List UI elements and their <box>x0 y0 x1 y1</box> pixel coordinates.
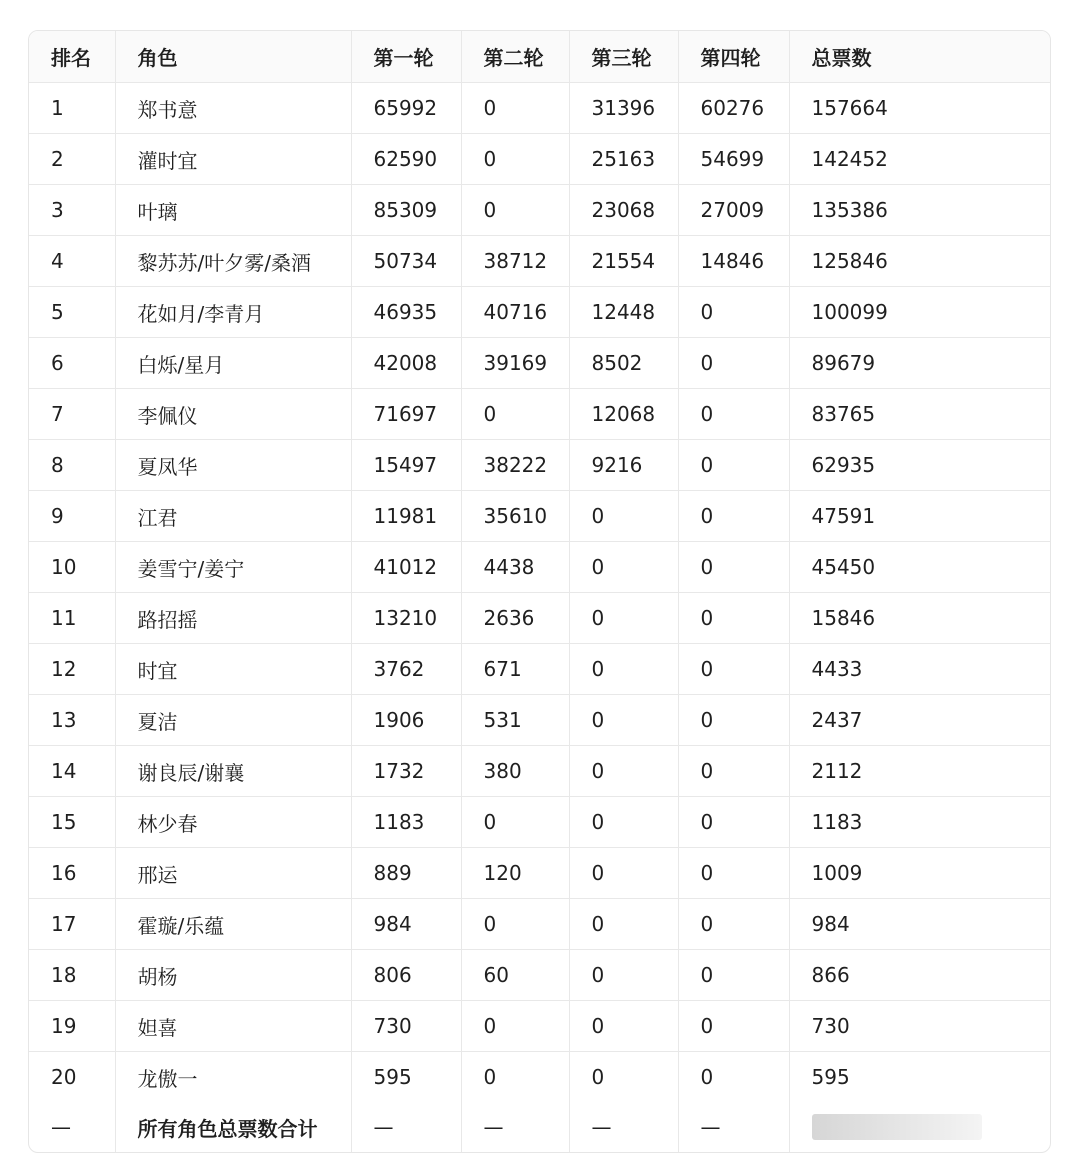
cell-name: 姜雪宁/姜宁 <box>115 542 351 593</box>
header-round-1: 第一轮 <box>351 31 461 83</box>
header-round-4: 第四轮 <box>678 31 789 83</box>
cell-name: 花如月/李青月 <box>115 287 351 338</box>
cell-name: 邢运 <box>115 848 351 899</box>
table-row <box>29 542 1050 593</box>
cell-round-3: 0 <box>569 950 678 1001</box>
cell-round-3: 0 <box>569 746 678 797</box>
table-row <box>29 695 1050 746</box>
header-rank: 排名 <box>29 31 115 83</box>
summary-label: 所有角色总票数合计 <box>115 1102 351 1152</box>
cell-round-3: 25163 <box>569 134 678 185</box>
cell-round-2: 39169 <box>461 338 569 389</box>
cell-round-4: 0 <box>678 1001 789 1052</box>
summary-round-3: — <box>569 1102 678 1152</box>
cell-round-3: 8502 <box>569 338 678 389</box>
cell-name: 白烁/星月 <box>115 338 351 389</box>
header-total: 总票数 <box>789 31 1050 83</box>
cell-round-2: 0 <box>461 1052 569 1103</box>
cell-round-1: 65992 <box>351 83 461 134</box>
cell-round-2: 0 <box>461 899 569 950</box>
cell-round-1: 85309 <box>351 185 461 236</box>
cell-name: 龙傲一 <box>115 1052 351 1103</box>
cell-round-2: 380 <box>461 746 569 797</box>
table-row <box>29 185 1050 236</box>
summary-round-4: — <box>678 1102 789 1152</box>
table-row <box>29 236 1050 287</box>
cell-rank: 1 <box>29 83 115 134</box>
cell-round-4: 0 <box>678 593 789 644</box>
cell-name: 胡杨 <box>115 950 351 1001</box>
cell-total: 2112 <box>789 746 1050 797</box>
summary-total-cell <box>789 1102 1050 1152</box>
cell-total: 100099 <box>789 287 1050 338</box>
cell-round-2: 0 <box>461 185 569 236</box>
cell-rank: 12 <box>29 644 115 695</box>
table-row <box>29 644 1050 695</box>
cell-round-1: 984 <box>351 899 461 950</box>
summary-round-1: — <box>351 1102 461 1152</box>
cell-rank: 9 <box>29 491 115 542</box>
vote-table <box>29 31 1050 1152</box>
cell-round-1: 3762 <box>351 644 461 695</box>
cell-round-3: 23068 <box>569 185 678 236</box>
cell-round-3: 9216 <box>569 440 678 491</box>
table-row <box>29 287 1050 338</box>
table-row <box>29 593 1050 644</box>
cell-round-3: 0 <box>569 491 678 542</box>
cell-round-4: 0 <box>678 287 789 338</box>
cell-round-2: 38712 <box>461 236 569 287</box>
cell-round-4: 0 <box>678 746 789 797</box>
cell-name: 夏洁 <box>115 695 351 746</box>
cell-rank: 11 <box>29 593 115 644</box>
table-row <box>29 950 1050 1001</box>
cell-round-4: 0 <box>678 1052 789 1103</box>
cell-round-3: 0 <box>569 593 678 644</box>
cell-round-1: 1183 <box>351 797 461 848</box>
cell-round-4: 0 <box>678 695 789 746</box>
cell-name: 灌时宜 <box>115 134 351 185</box>
cell-total: 1183 <box>789 797 1050 848</box>
cell-round-1: 62590 <box>351 134 461 185</box>
cell-rank: 20 <box>29 1052 115 1103</box>
cell-total: 89679 <box>789 338 1050 389</box>
cell-round-3: 0 <box>569 644 678 695</box>
cell-rank: 8 <box>29 440 115 491</box>
cell-rank: 5 <box>29 287 115 338</box>
cell-total: 595 <box>811 1065 850 1089</box>
cell-total: 730 <box>789 1001 1050 1052</box>
cell-round-3: 21554 <box>569 236 678 287</box>
cell-round-3: 0 <box>569 899 678 950</box>
cell-round-1: 41012 <box>351 542 461 593</box>
cell-round-4: 0 <box>678 338 789 389</box>
cell-round-4: 0 <box>678 644 789 695</box>
cell-round-3: 0 <box>569 695 678 746</box>
cell-rank: 19 <box>29 1001 115 1052</box>
cell-round-2: 0 <box>461 1001 569 1052</box>
cell-total: 2437 <box>789 695 1050 746</box>
cell-rank: 17 <box>29 899 115 950</box>
cell-name: 江君 <box>115 491 351 542</box>
header-row <box>29 31 1050 83</box>
summary-row <box>29 1102 1050 1152</box>
cell-round-4: 0 <box>678 899 789 950</box>
table-row <box>29 440 1050 491</box>
cell-rank: 13 <box>29 695 115 746</box>
cell-rank: 18 <box>29 950 115 1001</box>
cell-total: 45450 <box>789 542 1050 593</box>
cell-round-3: 12448 <box>569 287 678 338</box>
cell-name: 黎苏苏/叶夕雾/桑酒 <box>115 236 351 287</box>
cell-total: 83765 <box>789 389 1050 440</box>
cell-round-4: 0 <box>678 491 789 542</box>
table-body <box>29 83 1050 1103</box>
cell-round-3: 0 <box>569 1052 678 1103</box>
cell-rank: 4 <box>29 236 115 287</box>
cell-rank: 16 <box>29 848 115 899</box>
cell-round-2: 531 <box>461 695 569 746</box>
header-round-3: 第三轮 <box>569 31 678 83</box>
cell-round-1: 889 <box>351 848 461 899</box>
cell-round-2: 38222 <box>461 440 569 491</box>
cell-total: 984 <box>789 899 1050 950</box>
cell-round-2: 120 <box>461 848 569 899</box>
cell-name: 时宜 <box>115 644 351 695</box>
table-row <box>29 1052 1050 1103</box>
cell-rank: 7 <box>29 389 115 440</box>
table-row <box>29 746 1050 797</box>
cell-rank: 15 <box>29 797 115 848</box>
cell-name: 谢良辰/谢襄 <box>115 746 351 797</box>
cell-round-3: 0 <box>569 542 678 593</box>
cell-total: 4433 <box>789 644 1050 695</box>
table-row <box>29 1001 1050 1052</box>
cell-round-4: 0 <box>678 950 789 1001</box>
cell-round-4: 0 <box>678 542 789 593</box>
vote-table-card <box>28 30 1051 1153</box>
cell-name: 路招摇 <box>115 593 351 644</box>
cell-round-2: 35610 <box>461 491 569 542</box>
cell-round-2: 0 <box>461 134 569 185</box>
cell-round-4: 54699 <box>678 134 789 185</box>
cell-round-4: 60276 <box>678 83 789 134</box>
cell-round-2: 40716 <box>461 287 569 338</box>
table-row <box>29 83 1050 134</box>
cell-round-2: 0 <box>461 83 569 134</box>
cell-round-1: 15497 <box>351 440 461 491</box>
cell-round-2: 671 <box>461 644 569 695</box>
cell-name: 妲喜 <box>115 1001 351 1052</box>
cell-total: 15846 <box>789 593 1050 644</box>
cell-round-3: 0 <box>569 848 678 899</box>
table-row <box>29 134 1050 185</box>
cell-round-1: 11981 <box>351 491 461 542</box>
cell-total: 62935 <box>789 440 1050 491</box>
cell-total: 866 <box>789 950 1050 1001</box>
cell-round-1: 1732 <box>351 746 461 797</box>
cell-round-3: 0 <box>569 797 678 848</box>
table-row <box>29 389 1050 440</box>
cell-rank: 10 <box>29 542 115 593</box>
cell-total: 142452 <box>789 134 1050 185</box>
cell-round-1: 806 <box>351 950 461 1001</box>
cell-round-4: 14846 <box>678 236 789 287</box>
obscured-total-value <box>812 1114 982 1140</box>
summary-round-2: — <box>461 1102 569 1152</box>
cell-round-1: 50734 <box>351 236 461 287</box>
cell-rank: 14 <box>29 746 115 797</box>
cell-round-4: 0 <box>678 389 789 440</box>
cell-total: 135386 <box>789 185 1050 236</box>
cell-round-1: 1906 <box>351 695 461 746</box>
cell-round-3: 31396 <box>569 83 678 134</box>
cell-round-2: 4438 <box>461 542 569 593</box>
cell-round-1: 71697 <box>351 389 461 440</box>
cell-round-2: 60 <box>461 950 569 1001</box>
cell-round-1: 13210 <box>351 593 461 644</box>
cell-name: 郑书意 <box>115 83 351 134</box>
header-round-2: 第二轮 <box>461 31 569 83</box>
cell-round-4: 0 <box>678 797 789 848</box>
cell-round-2: 2636 <box>461 593 569 644</box>
table-row <box>29 899 1050 950</box>
cell-round-1: 730 <box>351 1001 461 1052</box>
cell-total: 47591 <box>789 491 1050 542</box>
cell-name: 夏凤华 <box>115 440 351 491</box>
cell-total: 125846 <box>789 236 1050 287</box>
cell-round-1: 42008 <box>351 338 461 389</box>
table-row <box>29 848 1050 899</box>
cell-round-1: 595 <box>351 1052 461 1103</box>
table-row <box>29 338 1050 389</box>
cell-rank: 6 <box>29 338 115 389</box>
cell-rank: 2 <box>29 134 115 185</box>
cell-round-4: 0 <box>678 848 789 899</box>
cell-round-4: 27009 <box>678 185 789 236</box>
cell-total: 1009 <box>789 848 1050 899</box>
cell-name: 霍璇/乐蕴 <box>115 899 351 950</box>
summary-rank: — <box>29 1102 115 1152</box>
cell-name: 林少春 <box>115 797 351 848</box>
cell-round-3: 0 <box>569 1001 678 1052</box>
table-row <box>29 491 1050 542</box>
table-row <box>29 797 1050 848</box>
cell-round-2: 0 <box>461 797 569 848</box>
header-name: 角色 <box>115 31 351 83</box>
cell-round-4: 0 <box>678 440 789 491</box>
cell-round-1: 46935 <box>351 287 461 338</box>
cell-total: 157664 <box>789 83 1050 134</box>
cell-name: 李佩仪 <box>115 389 351 440</box>
cell-round-2: 0 <box>461 389 569 440</box>
cell-name: 叶璃 <box>115 185 351 236</box>
cell-round-3: 12068 <box>569 389 678 440</box>
cell-rank: 3 <box>29 185 115 236</box>
